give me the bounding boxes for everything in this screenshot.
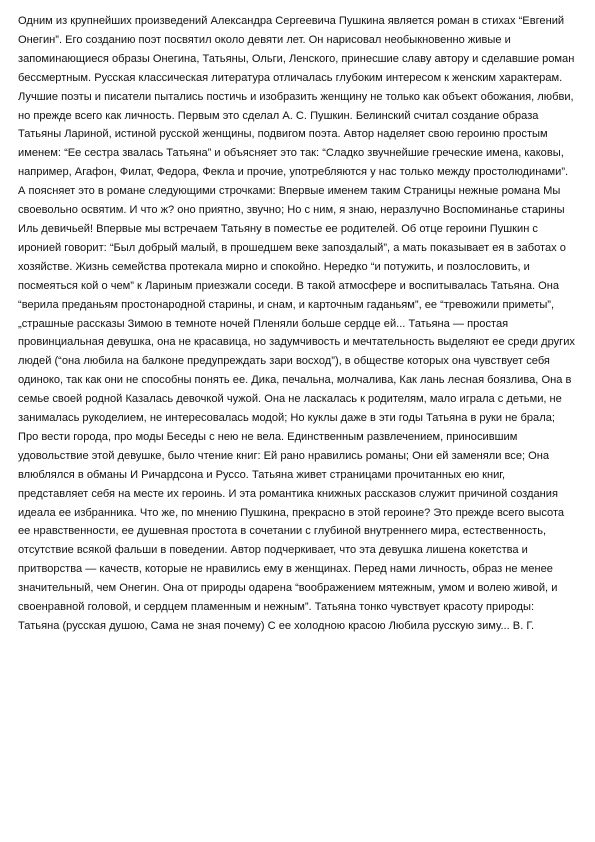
essay-body-text: Одним из крупнейших произведений Александра Сергеевича Пушкина является роман в стихах “Евгений Онегин”. Его созданию поэт посвятил около девяти лет. Он нарисовал необыкновенно живые и запоминающиеся образы Онегина, Татьяны, Ольги, Ленского, принесшие славу автору и сделавшие роман бессмертным. Русская классическая литература отличалась глубоким интересом к женским характерам. Лучшие поэты и писатели пытались постичь и изобразить женщину не только как объект обожания, любви, но прежде всего как личность. Первым это сделал А. С. Пушкин. Белинский считал создание образа Татьяны Лариной, истиной русской женщины, подвигом поэта. Автор наделяет свою героиню простым именем: “Ее сестра звалась Татьяна” и объясняет это так: “Сладко звучнейшие греческие имена, каковы, например, Агафон, Филат, Федора, Фекла и прочие, употребляются у нас только между простолюдинами”. А поясняет это в романе следующими строчками: Впервые именем таким Страницы нежные романа Мы своевольно освятим. И что ж? оно приятно, звучно; Но с ним, я знаю, неразлучно Воспоминанье старины Иль девичьей! Впервые мы встречаем Татьяну в поместье ее родителей. Об отце героини Пушкин с иронией говорит: “Был добрый малый, в прошедшем веке запоздалый”, а мать показывает ея в заботах о хозяйстве. Жизнь семейства протекала мирно и спокойно. Нередко “и потужить, и позлословить, и посмеяться кой о чем” к Лариным приезжали соседи. В такой атмосфере и воспитывалась Татьяна. Она “верила преданьям простонародной старины, и снам, и карточным гаданьям”, ее “тревожили приметы”, „страшные рассказы Зимою в темноте ночей Пленяли больше сердце ей... Татьяна — простая провинциальная девушка, она не красавица, но задумчивость и мечтательность выделяют ее среди других людей (“она любила на балконе предупреждать зари восход”), в обществе которых она чувствует себя одиноко, так как они не способны понять ее. Дика, печальна, молчалива, Как лань лесная боязлива, Она в семье своей родной Казалась девочкой чужой. Она не ласкалась к родителям, мало играла с детьми, не занималась рукоделием, не интересовалась модой; Но куклы даже в эти годы Татьяна в руки не брала; Про вести города, про моды Беседы с нею не вела. Единственным развлечением, приносившим удовольствие этой девушке, было чтение книг: Ей рано нравились романы; Они ей заменяли все; Она влюблялся в обманы И Ричардсона и Руссо. Татьяна живет страницами прочитанных ею книг, представляет себя на месте их героинь. И эта романтика книжных рассказов служит причиной создания идеала ее избранника. Что же, по мнению Пушкина, прекрасно в этой героине? Это прежде всего высота ее нравственности, ее душевная простота в сочетании с глубиной внутреннего мира, естественность, отсутствие всякой фальши в поведении. Автор подчеркивает, что эта девушка лишена кокетства и притворства — качеств, которые не нравились ему в женщинах. Перед нами личность, образ не менее значительный, чем Онегин. Она от природы одарена “воображением мятежным, умом и волею живой, и своенравной головой, и сердцем пламенным и нежным”. Татьяна тонко чувствует красоту природы: Татьяна (русская душою, Сама не зная почему) С ее холодною красою Любила русскую зиму... В. Г. — [18, 15, 575, 632]
document-page — [18, 12, 578, 830]
